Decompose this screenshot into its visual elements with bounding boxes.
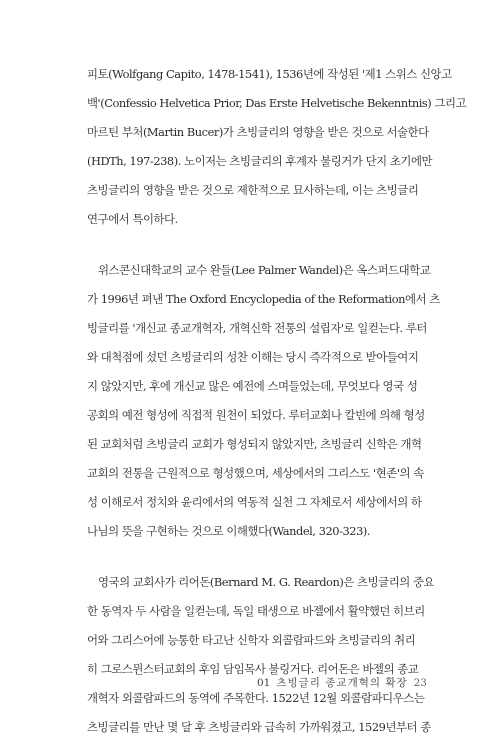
text-line: 교회의 전통을 근원적으로 형성했으며, 세상에서의 그리스도 '현존'의 속: [87, 466, 424, 480]
text-line: 나님의 뜻을 구현하는 것으로 이해했다(Wandel, 320-323).: [87, 524, 371, 538]
running-footer: [257, 676, 427, 690]
chapter-title: 츠빙글리 종교개혁의 확장: [276, 677, 408, 689]
text-line: 마르틴 부처(Martin Bucer)가 츠빙글리의 영향을 받은 것으로 서술한다: [87, 125, 429, 139]
page-number: 23: [413, 677, 427, 689]
text-line: 빙글리를 '개신교 종교개혁자, 개혁신학 전통의 설립자'로 일컫는다. 루터: [87, 321, 427, 335]
text-line: 영국의 교회사가 리어돈(Bernard M. G. Reardon)은 츠빙글리의 중요: [98, 575, 435, 589]
text-line: 지 않았지만, 후에 개신교 많은 예전에 스며들었는데, 무엇보다 영국 성: [87, 379, 418, 393]
text-line: 히 그로스뮌스터교회의 후임 담임목사 불링거다. 리어돈은 바젤의 종교: [87, 662, 419, 676]
text-line: 위스콘신대학교의 교수 완들(Lee Palmer Wandel)은 옥스퍼드대학교: [98, 263, 431, 277]
text-line: 백'(Confessio Helvetica Prior, Das Erste Helvetische Bekenntnis) 그리고: [87, 96, 467, 110]
text-line: 공회의 예전 형성에 직접적 원천이 되었다. 루터교회나 칼빈에 의해 형성: [87, 408, 425, 422]
text-line: (HDTh, 197-238). 노이저는 츠빙글리의 후계자 불링거가 단지 초기에만: [87, 154, 433, 168]
text-line: 어와 그리스어에 능통한 타고난 신학자 외콜람파드와 츠빙글리의 취리: [87, 633, 416, 647]
text-line: 개혁자 외콜람파드의 동역에 주목한다. 1522년 12월 외콜람파디우스는: [87, 691, 425, 705]
text-line: 연구에서 특이하다.: [87, 212, 178, 226]
text-line: 츠빙글리를 만난 몇 달 후 츠빙글리와 급속히 가까워졌고, 1529년부터 종: [87, 720, 431, 734]
text-line: 성 이해로서 정치와 윤리에서의 역동적 실천 그 자체로서 세상에서의 하: [87, 495, 422, 509]
text-line: 가 1996년 펴낸 The Oxford Encyclopedia of the Reformation에서 츠: [87, 292, 440, 306]
chapter-number: 01: [257, 677, 271, 689]
text-line: 와 대척점에 섰던 츠빙글리의 성찬 이해는 당시 즉각적으로 받아들여지: [87, 350, 419, 364]
text-line: 츠빙글리의 영향을 받은 것으로 제한적으로 묘사하는데, 이는 츠빙글리: [87, 183, 419, 197]
text-line: 피토(Wolfgang Capito, 1478-1541), 1536년에 작성된 '제1 스위스 신앙고: [87, 67, 452, 81]
text-line: 한 동역자 두 사람을 일컫는데, 독일 태생으로 바젤에서 활약했던 히브리: [87, 604, 425, 618]
text-line: 된 교회처럼 츠빙글리 교회가 형성되지 않았지만, 츠빙글리 신학은 개혁: [87, 437, 422, 451]
